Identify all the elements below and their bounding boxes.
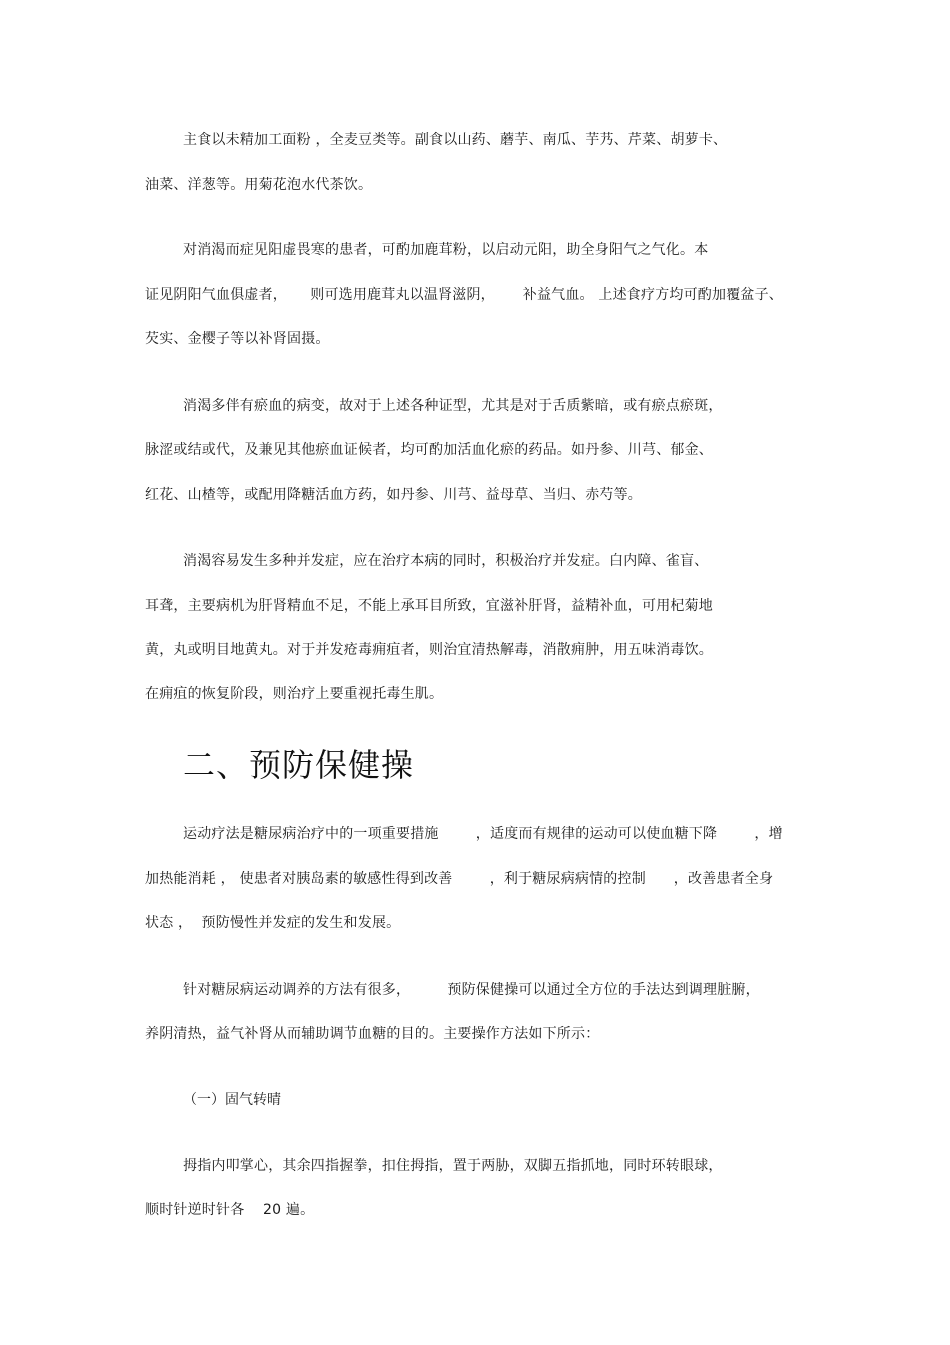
paragraph-6-line-2: 养阴清热，益气补肾从而辅助调节血糖的目的。主要操作方法如下所示： bbox=[145, 1026, 600, 1042]
paragraph-5-line-3: 状态 ， 预防慢性并发症的发生和发展。 bbox=[145, 915, 401, 931]
paragraph-4-line-1: 消渴容易发生多种并发症，应在治疗本病的同时，积极治疗并发症。白内障、雀盲、 bbox=[183, 553, 709, 569]
paragraph-2-line-1: 对消渴而症见阳虚畏寒的患者，可酌加鹿茸粉，以启动元阳，助全身阳气之气化。本 bbox=[183, 242, 709, 258]
paragraph-5-line-1: 运动疗法是糖尿病治疗中的一项重要措施 ，适度而有规律的运动可以使血糖下降 ，增 bbox=[183, 826, 783, 842]
paragraph-4-line-4: 在痈疽的恢复阶段，则治疗上要重视托毒生肌。 bbox=[145, 686, 444, 702]
paragraph-3-line-2: 脉涩或结或代，及兼见其他瘀血证候者，均可酌加活血化瘀的药品。如丹参、川芎、郁金、 bbox=[145, 442, 713, 458]
paragraph-7-line-1: 拇指内叩掌心，其余四指握拳，扣住拇指，置于两胁，双脚五指抓地，同时环转眼球， bbox=[183, 1158, 723, 1174]
paragraph-4-line-2: 耳聋，主要病机为肝肾精血不足，不能上承耳目所致，宜滋补肝肾，益精补血，可用杞菊地 bbox=[145, 598, 713, 614]
paragraph-1-line-1: 主食以未精加工面粉 ，全麦豆类等。副食以山药、蘑芋、南瓜、芋艿、芹菜、胡萝卡、 bbox=[183, 132, 728, 148]
section-heading: 二、预防保健操 bbox=[183, 746, 415, 784]
subsection-heading: （一）固气转晴 bbox=[183, 1092, 281, 1108]
paragraph-3-line-3: 红花、山楂等，或配用降糖活血方药，如丹参、川芎、益母草、当归、赤芍等。 bbox=[145, 487, 642, 503]
paragraph-1-line-2: 油菜、洋葱等。用菊花泡水代茶饮。 bbox=[145, 177, 373, 193]
paragraph-2-line-2: 证见阴阳气血俱虚者， 则可选用鹿茸丸以温肾滋阴， 补益气血。 上述食疗方均可酌加覆盆子、 bbox=[145, 287, 783, 303]
paragraph-5-line-2: 加热能消耗 ， 使患者对胰岛素的敏感性得到改善 ，利于糖尿病病情的控制 ，改善患者全身 bbox=[145, 871, 774, 887]
paragraph-6-line-1: 针对糖尿病运动调养的方法有很多， 预防保健操可以通过全方位的手法达到调理脏腑， bbox=[183, 982, 760, 998]
paragraph-4-line-3: 黄，丸或明目地黄丸。对于并发疮毒痈疽者，则治宜清热解毒，消散痈肿，用五味消毒饮。 bbox=[145, 642, 713, 658]
paragraph-7-line-2: 顺时针逆时针各 20 遍。 bbox=[145, 1202, 315, 1218]
paragraph-2-line-3: 芡实、金樱子等以补肾固摄。 bbox=[145, 331, 330, 347]
paragraph-3-line-1: 消渴多伴有瘀血的病变，故对于上述各种证型，尤其是对于舌质紫暗，或有瘀点瘀斑， bbox=[183, 398, 723, 414]
